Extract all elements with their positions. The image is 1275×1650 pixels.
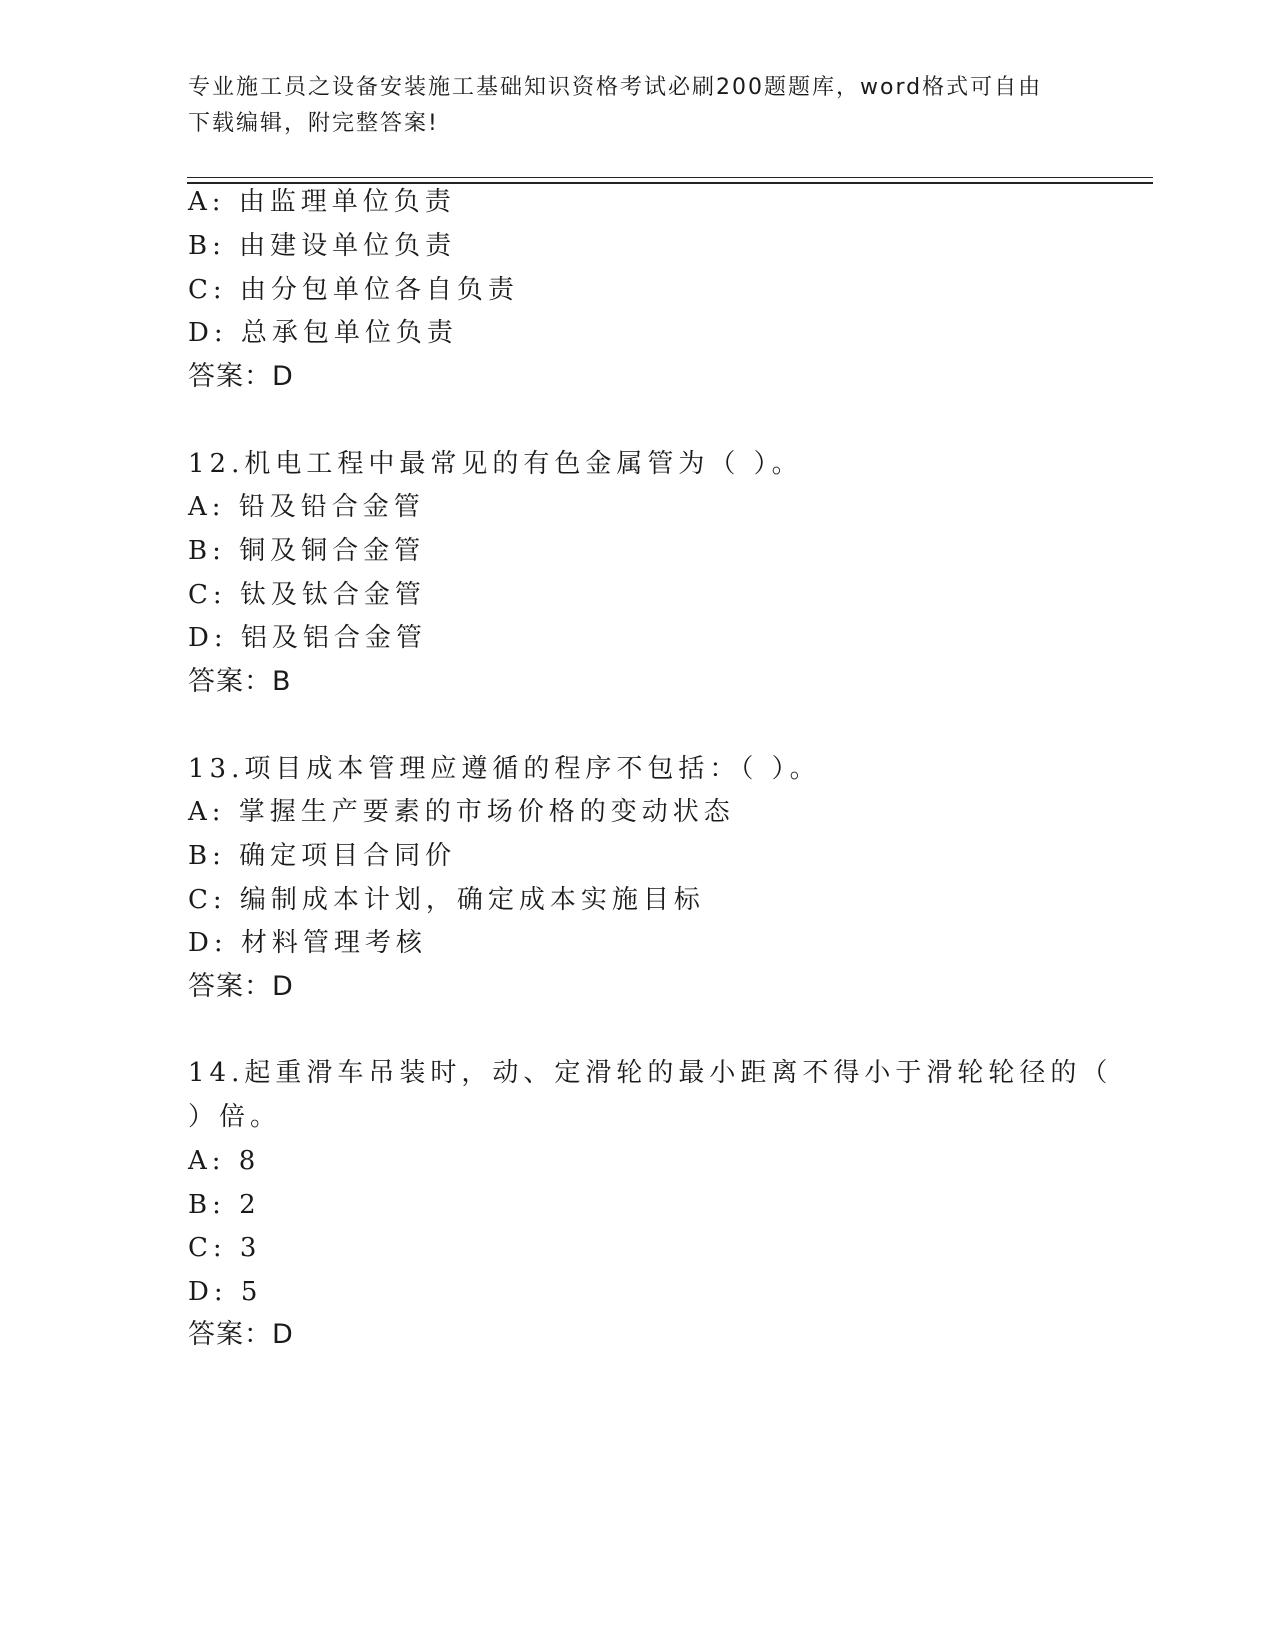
header-divider-thick bbox=[187, 182, 1153, 184]
q14-question-line-2: ）倍。 bbox=[188, 1102, 282, 1132]
header-line-2: 下载编辑，附完整答案! bbox=[188, 111, 439, 136]
q14-option-a: A: 8 bbox=[188, 1146, 261, 1176]
q13-question: 13.项目成本管理应遵循的程序不包括：（ ）。 bbox=[188, 754, 821, 784]
q11-option-d: D: 总承包单位负责 bbox=[188, 318, 458, 348]
q13-option-a: A: 掌握生产要素的市场价格的变动状态 bbox=[188, 797, 735, 827]
q13-option-c: C: 编制成本计划，确定成本实施目标 bbox=[188, 885, 705, 915]
q11-option-b: B: 由建设单位负责 bbox=[188, 231, 457, 261]
q13-option-d: D: 材料管理考核 bbox=[188, 928, 427, 958]
q14-question-line-1: 14.起重滑车吊装时，动、定滑轮的最小距离不得小于滑轮轮径的（ bbox=[188, 1058, 1113, 1088]
q12-option-d: D: 铝及铝合金管 bbox=[188, 623, 427, 653]
q12-option-a: A: 铅及铅合金管 bbox=[188, 492, 425, 522]
q11-option-a: A: 由监理单位负责 bbox=[188, 187, 456, 217]
header-line-1: 专业施工员之设备安装施工基础知识资格考试必刷200题题库，word格式可自由 bbox=[188, 75, 1043, 100]
q13-answer: 答案：D bbox=[188, 971, 294, 1002]
q12-option-c: C: 钛及钛合金管 bbox=[188, 580, 426, 610]
q14-option-b: B: 2 bbox=[188, 1190, 261, 1220]
document-header bbox=[188, 70, 1068, 142]
header-divider-thin bbox=[187, 177, 1153, 178]
q11-option-c: C: 由分包单位各自负责 bbox=[188, 275, 519, 305]
q14-option-c: C: 3 bbox=[188, 1233, 262, 1263]
q12-answer: 答案：B bbox=[188, 666, 292, 697]
q12-question: 12.机电工程中最常见的有色金属管为（ ）。 bbox=[188, 449, 803, 479]
q11-answer: 答案：D bbox=[188, 361, 294, 392]
q13-option-b: B: 确定项目合同价 bbox=[188, 841, 457, 871]
q14-option-d: D: 5 bbox=[188, 1277, 263, 1307]
q14-answer: 答案：D bbox=[188, 1319, 294, 1350]
q12-option-b: B: 铜及铜合金管 bbox=[188, 536, 426, 566]
